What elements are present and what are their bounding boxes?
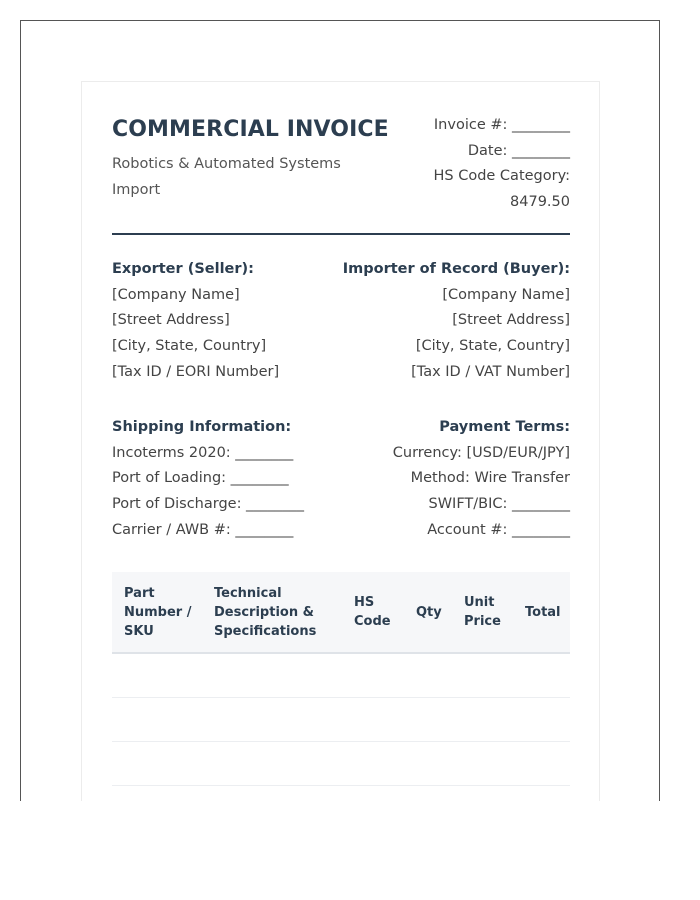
invoice-subtitle: Robotics & Automated Systems Import	[112, 156, 341, 198]
table-row[interactable]	[112, 698, 570, 742]
header-divider	[112, 233, 570, 235]
importer-city[interactable]: [City, State, Country]	[415, 338, 570, 355]
carrier-awb-field[interactable]: Carrier / AWB #: ________	[112, 521, 294, 538]
account-number-field[interactable]: Account #: ________	[427, 521, 570, 538]
shipping-heading: Shipping Information:	[112, 419, 292, 435]
column-header-hs-code: HS Code	[354, 595, 391, 629]
hs-category-value: 8479.50	[510, 193, 570, 210]
hs-category-label: HS Code Category:	[433, 168, 570, 185]
invoice-meta	[370, 113, 570, 215]
importer-street[interactable]: [Street Address]	[452, 312, 570, 329]
table-row[interactable]	[112, 742, 570, 786]
column-header-total: Total	[525, 604, 561, 620]
invoice-title: COMMERCIAL INVOICE	[112, 117, 389, 142]
swift-bic-field[interactable]: SWIFT/BIC: ________	[428, 496, 570, 513]
incoterms-field[interactable]: Incoterms 2020: ________	[112, 444, 294, 461]
exporter-heading: Exporter (Seller):	[112, 261, 254, 277]
column-header-qty: Qty	[416, 604, 442, 620]
exporter-block	[112, 257, 352, 386]
exporter-tax-id[interactable]: [Tax ID / EORI Number]	[112, 363, 280, 380]
importer-company[interactable]: [Company Name]	[442, 286, 570, 303]
currency-field[interactable]: Currency: [USD/EUR/JPY]	[392, 444, 570, 461]
importer-heading: Importer of Record (Buyer):	[342, 261, 570, 277]
importer-tax-id[interactable]: [Tax ID / VAT Number]	[411, 363, 570, 380]
column-header-unit-price: Unit Price	[464, 595, 501, 629]
invoice-date-field[interactable]: Date: ________	[467, 142, 570, 159]
invoice-number-field[interactable]: Invoice #: ________	[433, 117, 570, 133]
port-of-discharge-field[interactable]: Port of Discharge: ________	[112, 496, 305, 513]
importer-block	[330, 257, 570, 386]
payment-heading: Payment Terms:	[439, 419, 570, 435]
exporter-street[interactable]: [Street Address]	[112, 312, 230, 329]
line-items-table	[112, 572, 570, 786]
payment-method: Method: Wire Transfer	[410, 470, 570, 487]
port-of-loading-field[interactable]: Port of Loading: ________	[112, 470, 289, 487]
exporter-city[interactable]: [City, State, Country]	[112, 338, 267, 355]
payment-block	[330, 415, 570, 544]
exporter-company[interactable]: [Company Name]	[112, 286, 240, 303]
table-header	[112, 572, 570, 654]
column-header-part-number: Part Number / SKU	[124, 585, 192, 639]
column-header-description: Technical Description & Specifications	[214, 585, 317, 639]
shipping-block	[112, 415, 352, 544]
table-row[interactable]	[112, 654, 570, 698]
